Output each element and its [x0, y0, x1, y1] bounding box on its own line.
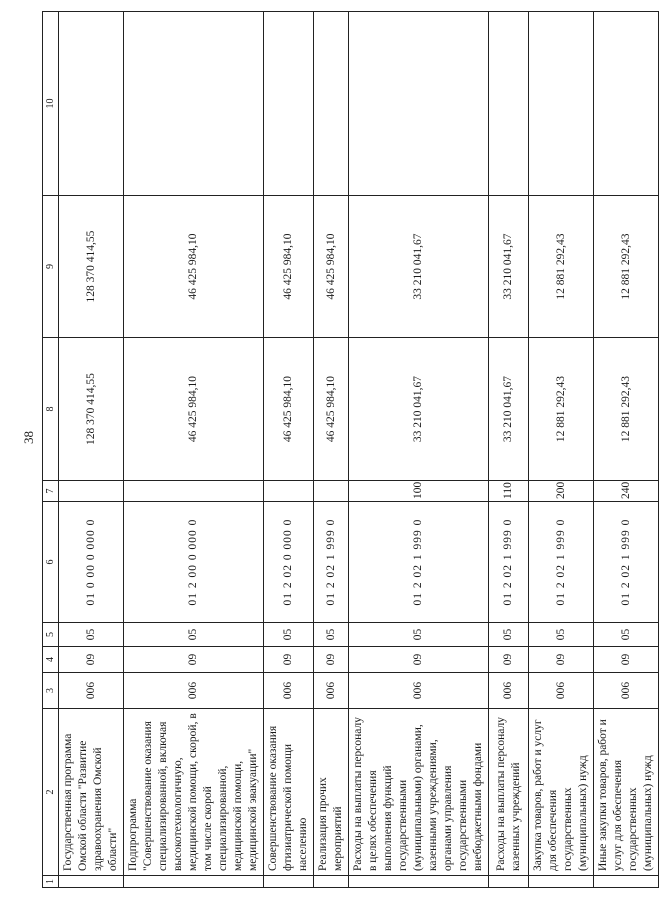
cell-blank [124, 876, 264, 888]
cell-description: Подпрограмма "Совершенствование оказания специализированной, включая высокотехнологичную, медицинской помощи, скорой, в том числе скорой специализированной, медицинской помощи, медицинской эвакуации" [124, 709, 264, 876]
cell-ministry: 006 [529, 673, 594, 709]
cell-ministry: 006 [264, 673, 314, 709]
cell-section: 09 [594, 647, 659, 673]
cell-amount-total: 33 210 041,67 [349, 338, 489, 481]
cell-subsection: 05 [529, 623, 594, 647]
cell-target-article: 01 2 02 1 999 0 [594, 502, 659, 623]
cell-amount-own: 33 210 041,67 [349, 196, 489, 338]
cell-amount-other [124, 12, 264, 196]
cell-blank [489, 876, 529, 888]
column-number: 5 [43, 623, 59, 647]
cell-expense-type [314, 481, 349, 502]
cell-blank [529, 876, 594, 888]
cell-expense-type [124, 481, 264, 502]
cell-description: Расходы на выплаты персоналу казенных учреждений [489, 709, 529, 876]
cell-subsection: 05 [264, 623, 314, 647]
cell-target-article: 01 2 02 1 999 0 [314, 502, 349, 623]
table-row [124, 12, 264, 888]
cell-expense-type: 240 [594, 481, 659, 502]
cell-amount-total: 33 210 041,67 [489, 338, 529, 481]
cell-target-article: 01 2 00 0 000 0 [124, 502, 264, 623]
cell-section: 09 [314, 647, 349, 673]
cell-target-article: 01 2 02 1 999 0 [529, 502, 594, 623]
cell-target-article: 01 0 00 0 000 0 [59, 502, 124, 623]
column-number: 6 [43, 502, 59, 623]
cell-subsection: 05 [594, 623, 659, 647]
table-row [489, 12, 529, 888]
cell-blank [314, 876, 349, 888]
cell-section: 09 [489, 647, 529, 673]
cell-amount-other [529, 12, 594, 196]
cell-amount-other [314, 12, 349, 196]
cell-amount-total: 12 881 292,43 [529, 338, 594, 481]
cell-section: 09 [349, 647, 489, 673]
cell-amount-own: 128 370 414,55 [59, 196, 124, 338]
cell-amount-own: 46 425 984,10 [264, 196, 314, 338]
cell-amount-total: 46 425 984,10 [264, 338, 314, 481]
cell-blank [59, 876, 124, 888]
cell-description: Иные закупки товаров, работ и услуг для обеспечения государственных (муниципальных) нужд [594, 709, 659, 876]
rotated-table-wrapper [42, 12, 654, 888]
column-number: 1 [43, 876, 59, 888]
cell-amount-other [594, 12, 659, 196]
column-number: 9 [43, 196, 59, 338]
cell-subsection: 05 [314, 623, 349, 647]
table-row [314, 12, 349, 888]
cell-subsection: 05 [124, 623, 264, 647]
column-number-row [43, 12, 59, 888]
cell-amount-total: 46 425 984,10 [314, 338, 349, 481]
column-number: 4 [43, 647, 59, 673]
cell-section: 09 [124, 647, 264, 673]
cell-amount-other [59, 12, 124, 196]
cell-target-article: 01 2 02 1 999 0 [349, 502, 489, 623]
cell-description: Совершенствование оказания фтизиатрической помощи населению [264, 709, 314, 876]
cell-amount-own: 12 881 292,43 [529, 196, 594, 338]
column-number: 2 [43, 709, 59, 876]
table-row [264, 12, 314, 888]
cell-expense-type: 110 [489, 481, 529, 502]
cell-ministry: 006 [59, 673, 124, 709]
cell-amount-other [489, 12, 529, 196]
column-number: 7 [43, 481, 59, 502]
cell-expense-type: 100 [349, 481, 489, 502]
cell-subsection: 05 [59, 623, 124, 647]
cell-amount-total: 12 881 292,43 [594, 338, 659, 481]
cell-description: Расходы на выплаты персоналу в целях обеспечения выполнения функций государственными (муниципальными) органами, казенными учреждениями, органами управления государственными внебюджетными фондами [349, 709, 489, 876]
cell-target-article: 01 2 02 0 000 0 [264, 502, 314, 623]
cell-amount-other [264, 12, 314, 196]
cell-expense-type [59, 481, 124, 502]
page-number: 38 [21, 431, 36, 444]
cell-section: 09 [59, 647, 124, 673]
cell-description: Закупка товаров, работ и услуг для обеспечения государственных (муниципальных) нужд [529, 709, 594, 876]
cell-section: 09 [264, 647, 314, 673]
column-number: 10 [43, 12, 59, 196]
cell-expense-type [264, 481, 314, 502]
column-number: 3 [43, 673, 59, 709]
cell-subsection: 05 [489, 623, 529, 647]
column-number: 8 [43, 338, 59, 481]
table-row [59, 12, 124, 888]
table-row [594, 12, 659, 888]
cell-description: Государственная программа Омской области "Развитие здравоохранения Омской области" [59, 709, 124, 876]
cell-amount-other [349, 12, 489, 196]
cell-amount-total: 128 370 414,55 [59, 338, 124, 481]
cell-blank [349, 876, 489, 888]
cell-amount-own: 46 425 984,10 [124, 196, 264, 338]
cell-description: Реализация прочих мероприятий [314, 709, 349, 876]
cell-amount-own: 46 425 984,10 [314, 196, 349, 338]
table-row [349, 12, 489, 888]
budget-table-page [42, 12, 654, 888]
cell-ministry: 006 [124, 673, 264, 709]
cell-ministry: 006 [489, 673, 529, 709]
cell-amount-total: 46 425 984,10 [124, 338, 264, 481]
cell-blank [594, 876, 659, 888]
cell-ministry: 006 [594, 673, 659, 709]
cell-section: 09 [529, 647, 594, 673]
cell-amount-own: 12 881 292,43 [594, 196, 659, 338]
cell-subsection: 05 [349, 623, 489, 647]
budget-table [42, 11, 659, 888]
cell-amount-own: 33 210 041,67 [489, 196, 529, 338]
cell-target-article: 01 2 02 1 999 0 [489, 502, 529, 623]
cell-expense-type: 200 [529, 481, 594, 502]
cell-ministry: 006 [314, 673, 349, 709]
table-row [529, 12, 594, 888]
cell-blank [264, 876, 314, 888]
cell-ministry: 006 [349, 673, 489, 709]
